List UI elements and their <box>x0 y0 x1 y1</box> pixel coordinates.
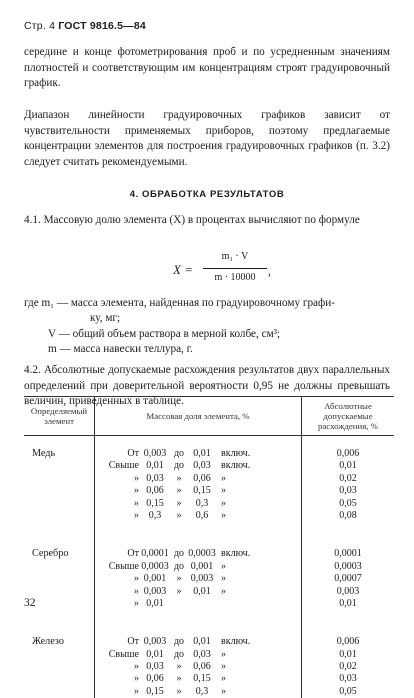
range-from: 0,003 <box>139 448 171 460</box>
range-from: 0,03 <box>139 661 171 673</box>
table-row <box>24 536 394 610</box>
spacer <box>24 610 95 624</box>
tolerance-value: 0,006 <box>302 636 394 648</box>
element-name: Железо <box>24 624 95 698</box>
formula-numerator: m₁ · V <box>203 251 267 265</box>
range-suffix: включ. <box>217 636 250 648</box>
range-to: 0,06 <box>187 473 217 485</box>
range-prefix: Свыше <box>95 649 139 661</box>
range-suffix: » <box>217 586 226 598</box>
range-to-word: » <box>171 473 187 485</box>
range-to-word: » <box>171 510 187 522</box>
mass-fraction-ranges <box>95 624 302 698</box>
range-prefix: » <box>95 573 139 585</box>
range-to-word: до <box>171 448 187 460</box>
range-suffix: » <box>217 561 226 573</box>
range-prefix: » <box>95 485 139 497</box>
range-line <box>95 673 301 685</box>
tolerance-value: 0,05 <box>302 498 394 510</box>
range-suffix: включ. <box>217 548 250 560</box>
standard-code: ГОСТ 9816.5—84 <box>58 20 146 32</box>
range-to-word: до <box>171 636 187 648</box>
range-to: 0,003 <box>187 573 217 585</box>
header-element: Определяемый элемент <box>24 397 95 436</box>
range-suffix: » <box>217 661 226 673</box>
range-to: 0,03 <box>187 460 217 472</box>
spacer <box>302 522 395 536</box>
range-from: 0,03 <box>139 473 171 485</box>
range-line <box>95 649 301 661</box>
tolerance-value: 0,006 <box>302 448 394 460</box>
table-body <box>24 436 394 698</box>
range-to: 0,01 <box>187 448 217 460</box>
tolerance-value: 0,01 <box>302 598 394 610</box>
range-to: 0,15 <box>187 673 217 685</box>
range-from: 0,15 <box>139 498 171 510</box>
range-suffix: » <box>217 473 226 485</box>
range-to-word: » <box>171 673 187 685</box>
range-line <box>95 448 301 460</box>
where-v: V — общий объем раствора в мерной колбе, см³; <box>48 327 414 343</box>
range-suffix: » <box>217 485 226 497</box>
range-to: 0,06 <box>187 661 217 673</box>
tolerance-values <box>302 624 395 698</box>
tolerance-values <box>302 536 395 610</box>
range-from: 0,001 <box>139 573 171 585</box>
range-to-word: » <box>171 661 187 673</box>
range-prefix: » <box>95 498 139 510</box>
range-to: 0,03 <box>187 649 217 661</box>
tolerance-value: 0,03 <box>302 485 394 497</box>
range-from: 0,3 <box>139 510 171 522</box>
range-prefix: Свыше <box>95 460 139 472</box>
range-from: 0,06 <box>139 485 171 497</box>
spacer <box>95 522 302 536</box>
range-prefix: » <box>95 473 139 485</box>
tolerance-value: 0,08 <box>302 510 394 522</box>
range-line <box>95 548 301 560</box>
range-prefix: » <box>95 598 139 610</box>
mass-fraction-formula <box>173 251 293 291</box>
range-to-word: до <box>171 548 187 560</box>
range-prefix: » <box>95 686 139 698</box>
tolerance-value: 0,02 <box>302 661 394 673</box>
mass-fraction-ranges <box>95 436 302 523</box>
range-suffix: » <box>217 510 226 522</box>
page-label: Стр. 4 <box>24 20 55 32</box>
range-to: 0,01 <box>187 586 217 598</box>
tolerance-value: 0,02 <box>302 473 394 485</box>
range-prefix: От <box>95 548 139 560</box>
tolerance-table <box>24 396 394 698</box>
range-from: 0,15 <box>139 686 171 698</box>
range-to: 0,3 <box>187 498 217 510</box>
element-name: Медь <box>24 436 95 523</box>
fraction-bar <box>203 268 267 269</box>
formula-denominator: m · 10000 <box>203 272 267 283</box>
range-to-word: до <box>171 460 187 472</box>
header-tolerance: Абсолютные допускаемые расхождения, % <box>302 397 395 436</box>
range-line <box>95 498 301 510</box>
table-row <box>24 624 394 698</box>
range-to-word: до <box>171 649 187 661</box>
range-to-word: » <box>171 485 187 497</box>
tolerance-value: 0,0007 <box>302 573 394 585</box>
range-suffix: » <box>217 573 226 585</box>
range-from: 0,003 <box>139 586 171 598</box>
where-m: m — масса навески теллура, г. <box>48 342 414 358</box>
tolerance-value: 0,003 <box>302 586 394 598</box>
range-to: 0,001 <box>187 561 217 573</box>
range-line <box>95 561 301 573</box>
range-prefix: От <box>95 636 139 648</box>
element-name: Серебро <box>24 536 95 610</box>
table-row <box>24 436 394 523</box>
where-m1-cont: ку, мг; <box>90 311 414 327</box>
formula-comma: , <box>268 264 271 279</box>
range-line <box>95 661 301 673</box>
range-to: 0,6 <box>187 510 217 522</box>
mass-fraction-ranges <box>95 536 302 610</box>
formula-fraction <box>203 251 267 283</box>
range-to-word: » <box>171 498 187 510</box>
range-line <box>95 586 301 598</box>
range-from: 0,01 <box>139 649 171 661</box>
paragraph-4-2: 4.2. Абсолютные допускаемые расхождения результатов двух параллельных определений при доверительной вероятности 0,95 не должны превышать величин, приведенных в таблице. <box>24 363 390 410</box>
spacer <box>95 610 302 624</box>
range-suffix: включ. <box>217 460 250 472</box>
section-title: 4. ОБРАБОТКА РЕЗУЛЬТАТОВ <box>0 189 414 200</box>
page-number: 32 <box>24 597 36 609</box>
range-from: 0,01 <box>139 598 171 610</box>
range-from: 0,06 <box>139 673 171 685</box>
range-to: 0,01 <box>187 636 217 648</box>
range-line <box>95 686 301 698</box>
paragraph-calibration: середине и конце фотометрирования проб и по усредненным значениям плотностей и соответствующим им концентрациям строят градуировочный график. <box>24 45 390 92</box>
range-suffix: включ. <box>217 448 250 460</box>
range-to-word: » <box>171 586 187 598</box>
range-line <box>95 598 301 610</box>
group-separator <box>24 522 394 536</box>
range-from: 0,01 <box>139 460 171 472</box>
range-from: 0,0001 <box>139 548 171 560</box>
range-suffix: » <box>217 686 226 698</box>
range-to: 0,3 <box>187 686 217 698</box>
range-suffix: » <box>217 498 226 510</box>
range-prefix: » <box>95 510 139 522</box>
range-to: 0,0003 <box>187 548 217 560</box>
group-separator <box>24 610 394 624</box>
tolerance-value: 0,05 <box>302 686 394 698</box>
range-prefix: » <box>95 673 139 685</box>
where-m1: где m₁ — масса элемента, найденная по градуировочному графи- <box>24 296 394 312</box>
page-header <box>24 20 146 32</box>
range-line <box>95 485 301 497</box>
range-suffix: » <box>217 649 226 661</box>
tolerance-value: 0,0003 <box>302 561 394 573</box>
range-prefix: От <box>95 448 139 460</box>
paragraph-4-1: 4.1. Массовую долю элемента (X) в процентах вычисляют по формуле <box>24 213 390 229</box>
range-line <box>95 460 301 472</box>
range-to: 0,15 <box>187 485 217 497</box>
tolerance-value: 0,03 <box>302 673 394 685</box>
range-line <box>95 573 301 585</box>
spacer <box>302 610 395 624</box>
tolerance-value: 0,0001 <box>302 548 394 560</box>
spacer <box>24 522 95 536</box>
header-mass-fraction: Массовая доля элемента, % <box>95 397 302 436</box>
tolerance-values <box>302 436 395 523</box>
range-prefix: » <box>95 661 139 673</box>
formula-lhs: X = <box>173 262 193 278</box>
range-line <box>95 473 301 485</box>
range-to-word: до <box>171 561 187 573</box>
range-line <box>95 510 301 522</box>
range-prefix: Свыше <box>95 561 139 573</box>
table-header-row <box>24 397 394 436</box>
paragraph-linearity: Диапазон линейности градуировочных графиков зависит от чувствительности применяемых приборов, поэтому предлагаемые концентрации элементов для построения градуировочных графиков (п. 3.2) следует считать рекомендуемыми. <box>24 108 390 170</box>
tolerance-value: 0,01 <box>302 460 394 472</box>
range-line <box>95 636 301 648</box>
range-prefix: » <box>95 586 139 598</box>
range-to-word: » <box>171 686 187 698</box>
range-from: 0,003 <box>139 636 171 648</box>
range-from: 0,0003 <box>139 561 171 573</box>
tolerance-value: 0,01 <box>302 649 394 661</box>
range-suffix: » <box>217 673 226 685</box>
range-to-word: » <box>171 573 187 585</box>
